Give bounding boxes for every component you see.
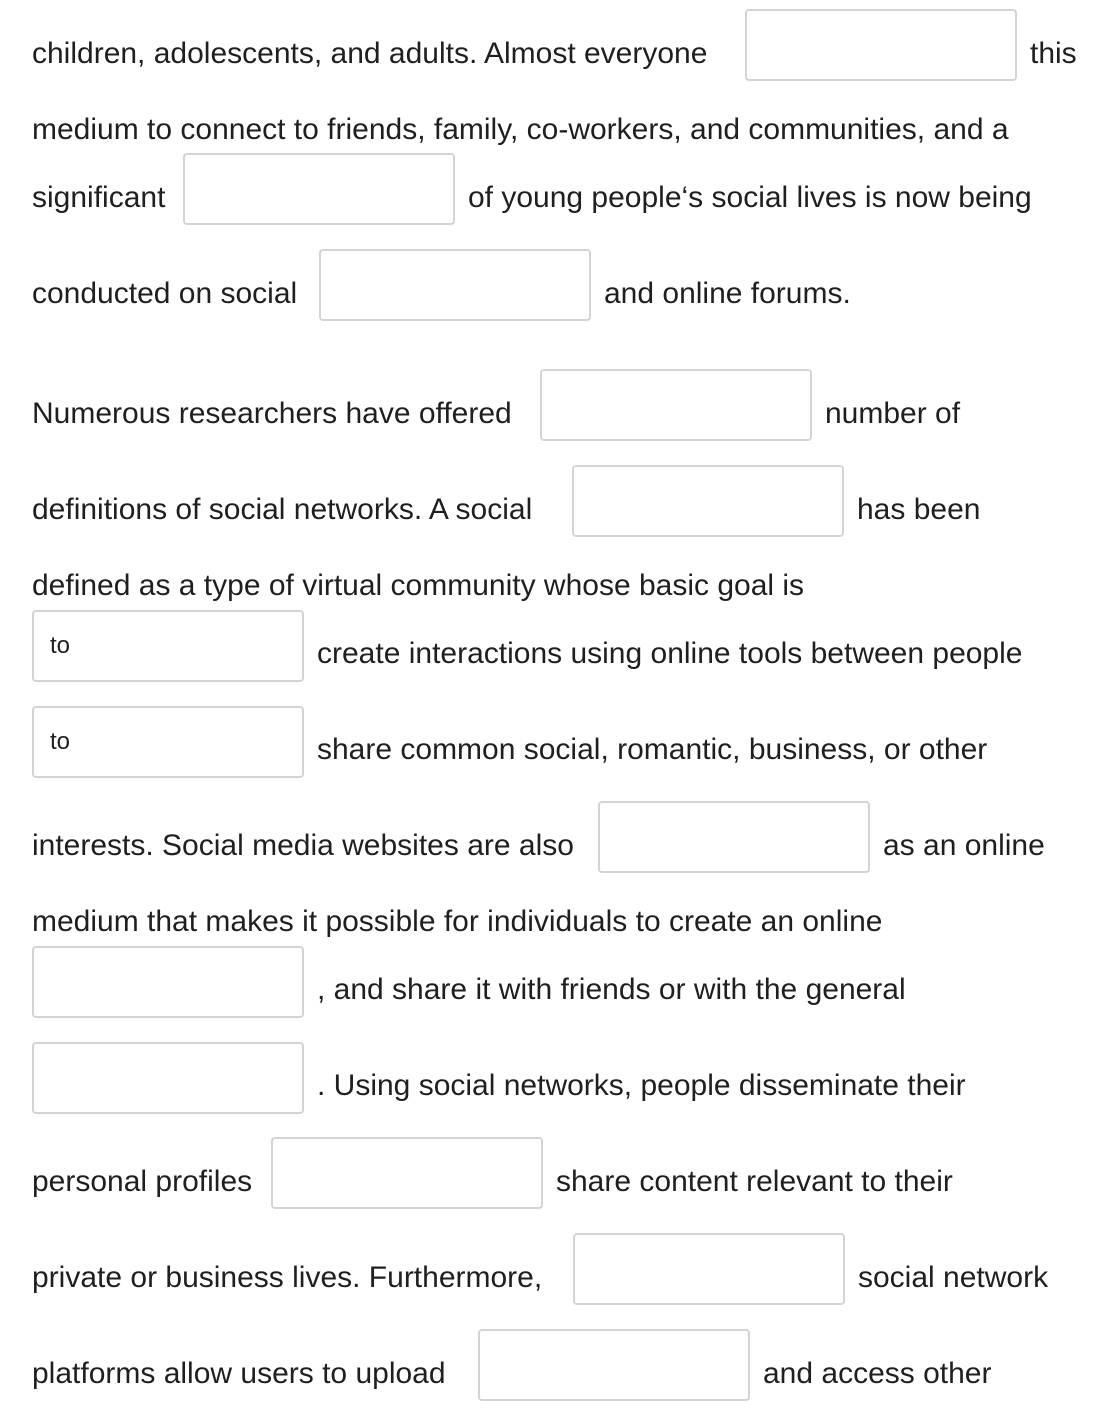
passage-text: definitions of social networks. A social <box>32 493 533 526</box>
blank-input-5[interactable] <box>572 465 844 537</box>
passage-text: social network <box>858 1261 1049 1294</box>
blank-input-7[interactable] <box>32 706 304 778</box>
passage-text: as an online <box>883 829 1045 862</box>
passage-text: number of <box>825 397 961 430</box>
blank-input-11[interactable] <box>271 1137 543 1209</box>
passage-text: personal profiles <box>32 1165 253 1198</box>
passage-text: of young people‘s social lives is now being <box>468 181 1032 214</box>
passage-text: private or business lives. Furthermore, <box>32 1261 543 1294</box>
blank-input-13[interactable] <box>478 1329 750 1401</box>
blank-input-6[interactable] <box>32 610 304 682</box>
passage-text: significant <box>32 181 166 214</box>
blank-input-8[interactable] <box>598 801 870 873</box>
passage-text: has been <box>857 493 981 526</box>
passage-text: Numerous researchers have offered <box>32 397 512 430</box>
passage-text: and access other <box>763 1357 992 1390</box>
passage-text: and online forums. <box>604 277 851 310</box>
blank-input-9[interactable] <box>32 946 304 1018</box>
passage-text: conducted on social <box>32 277 298 310</box>
blank-input-1[interactable] <box>745 9 1017 81</box>
blank-input-2[interactable] <box>183 153 455 225</box>
blank-input-12[interactable] <box>573 1233 845 1305</box>
passage-text: defined as a type of virtual community whose basic goal is <box>32 569 805 602</box>
passage-text: this <box>1030 37 1077 70</box>
passage-text: children, adolescents, and adults. Almost everyone <box>32 37 708 70</box>
blank-input-3[interactable] <box>319 249 591 321</box>
blank-input-4[interactable] <box>540 369 812 441</box>
passage-text: share content relevant to their <box>556 1165 953 1198</box>
passage-text: , and share it with friends or with the general <box>317 973 906 1006</box>
passage-text: share common social, romantic, business, or other <box>317 733 988 766</box>
passage-text: medium that makes it possible for individuals to create an online <box>32 905 883 938</box>
passage-text: . Using social networks, people disseminate their <box>317 1069 966 1102</box>
blank-input-10[interactable] <box>32 1042 304 1114</box>
passage-text: create interactions using online tools between people <box>317 637 1023 670</box>
passage-text: platforms allow users to upload <box>32 1357 446 1390</box>
passage-text: interests. Social media websites are also <box>32 829 574 862</box>
passage-text: medium to connect to friends, family, co-workers, and communities, and a <box>32 113 1009 146</box>
